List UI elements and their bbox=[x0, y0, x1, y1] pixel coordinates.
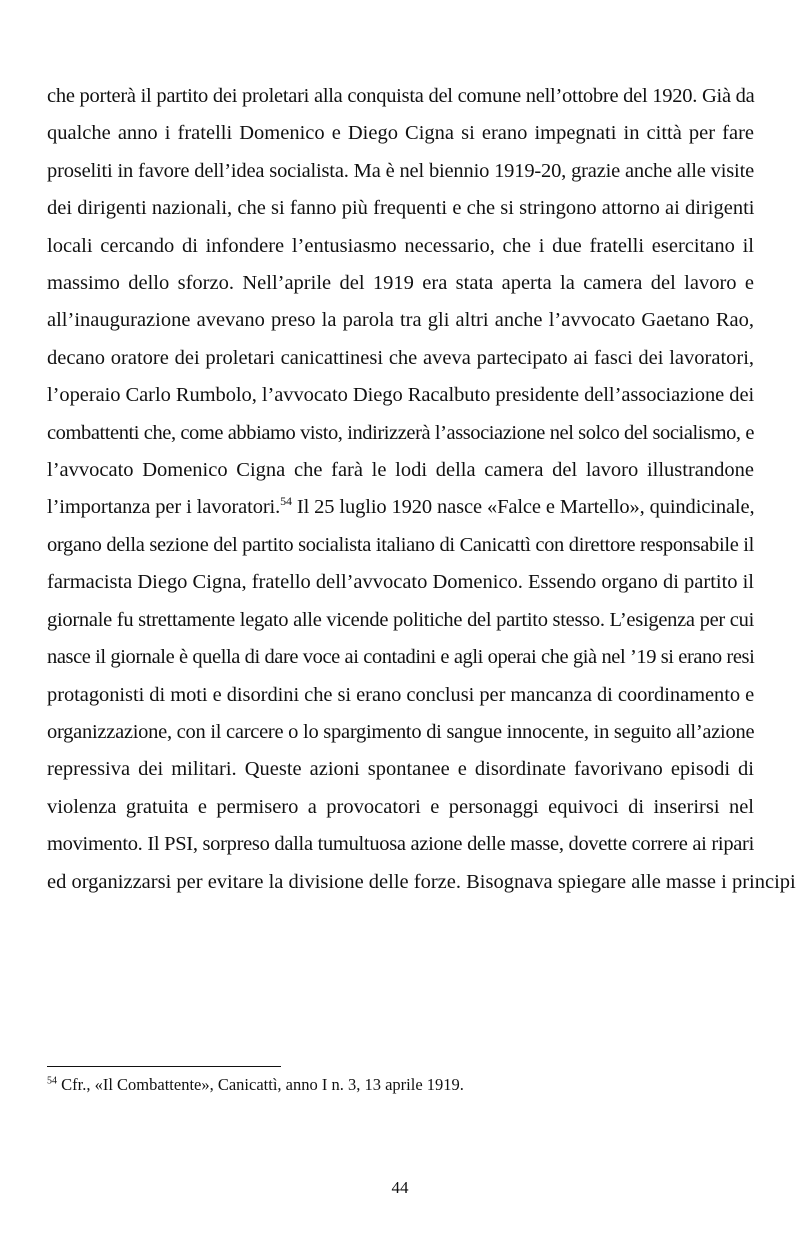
text-line: combattenti che, come abbiamo visto, indirizzerà l’associazione nel solco del socialismo, e bbox=[47, 421, 754, 444]
text-line: farmacista Diego Cigna, fratello dell’avvocato Domenico. Essendo organo di partito il bbox=[47, 571, 754, 594]
footnote-separator bbox=[47, 1066, 281, 1067]
page-number: 44 bbox=[391, 1178, 409, 1197]
text-line: organo della sezione del partito socialista italiano di Canicattì con direttore responsabile il bbox=[47, 533, 754, 556]
text-segment: Il 25 luglio 1920 nasce «Falce e Martello», quindicinale, bbox=[291, 496, 755, 519]
text-line: dei dirigenti nazionali, che si fanno più frequenti e che si stringono attorno ai dirigenti bbox=[47, 197, 755, 220]
text-line: proseliti in favore dell’idea socialista. Ma è nel biennio 1919-20, grazie anche alle visite bbox=[47, 159, 754, 182]
text-line: massimo dello sforzo. Nell’aprile del 1919 era stata aperta la camera del lavoro e bbox=[47, 272, 754, 295]
text-line: violenza gratuita e permisero a provocatori e personaggi equivoci di inserirsi nel bbox=[47, 795, 754, 818]
text-line: decano oratore dei proletari canicattinesi che aveva partecipato ai fasci dei lavoratori, bbox=[47, 346, 755, 369]
text-line: repressiva dei militari. Queste azioni spontanee e disordinate favorivano episodi di bbox=[47, 758, 755, 781]
text-line: locali cercando di infondere l’entusiasmo necessario, che i due fratelli esercitano il bbox=[47, 234, 754, 257]
footnote-reference[interactable]: 54 bbox=[280, 494, 292, 509]
body-text bbox=[47, 78, 796, 901]
text-line: protagonisti di moti e disordini che si erano conclusi per mancanza di coordinamento e bbox=[47, 683, 755, 706]
text-line: all’inaugurazione avevano preso la parola tra gli altri anche l’avvocato Gaetano Rao, bbox=[47, 309, 754, 332]
footnote bbox=[47, 1074, 754, 1096]
text-line: l’avvocato Domenico Cigna che farà le lodi della camera del lavoro illustrandone bbox=[47, 459, 754, 482]
text-line: organizzazione, con il carcere o lo spargimento di sangue innocente, in seguito all’azione bbox=[47, 720, 755, 743]
text-line: qualche anno i fratelli Domenico e Diego Cigna si erano impegnati in città per fare bbox=[47, 122, 754, 145]
text-line: nasce il giornale è quella di dare voce ai contadini e agli operai che già nel ’19 si erano resi bbox=[47, 646, 755, 669]
text-line: ed organizzarsi per evitare la divisione delle forze. Bisognava spiegare alle masse i principi bbox=[47, 870, 796, 893]
text-line: l’operaio Carlo Rumbolo, l’avvocato Diego Racalbuto presidente dell’associazione dei bbox=[47, 384, 755, 407]
footnote-text: Cfr., «Il Combattente», Canicattì, anno I n. 3, 13 aprile 1919. bbox=[57, 1075, 464, 1094]
text-line: movimento. Il PSI, sorpreso dalla tumultuosa azione delle masse, dovette correre ai ripari bbox=[47, 833, 754, 856]
footnote-number: 54 bbox=[47, 1075, 57, 1087]
text-line: giornale fu strettamente legato alle vicende politiche del partito stesso. L’esigenza per cui bbox=[47, 608, 754, 631]
text-line: che porterà il partito dei proletari alla conquista del comune nell’ottobre del 1920. Già da bbox=[47, 85, 755, 107]
text-line-with-footnote-ref bbox=[47, 489, 754, 526]
text-segment: l’importanza per i lavoratori. bbox=[47, 496, 281, 519]
